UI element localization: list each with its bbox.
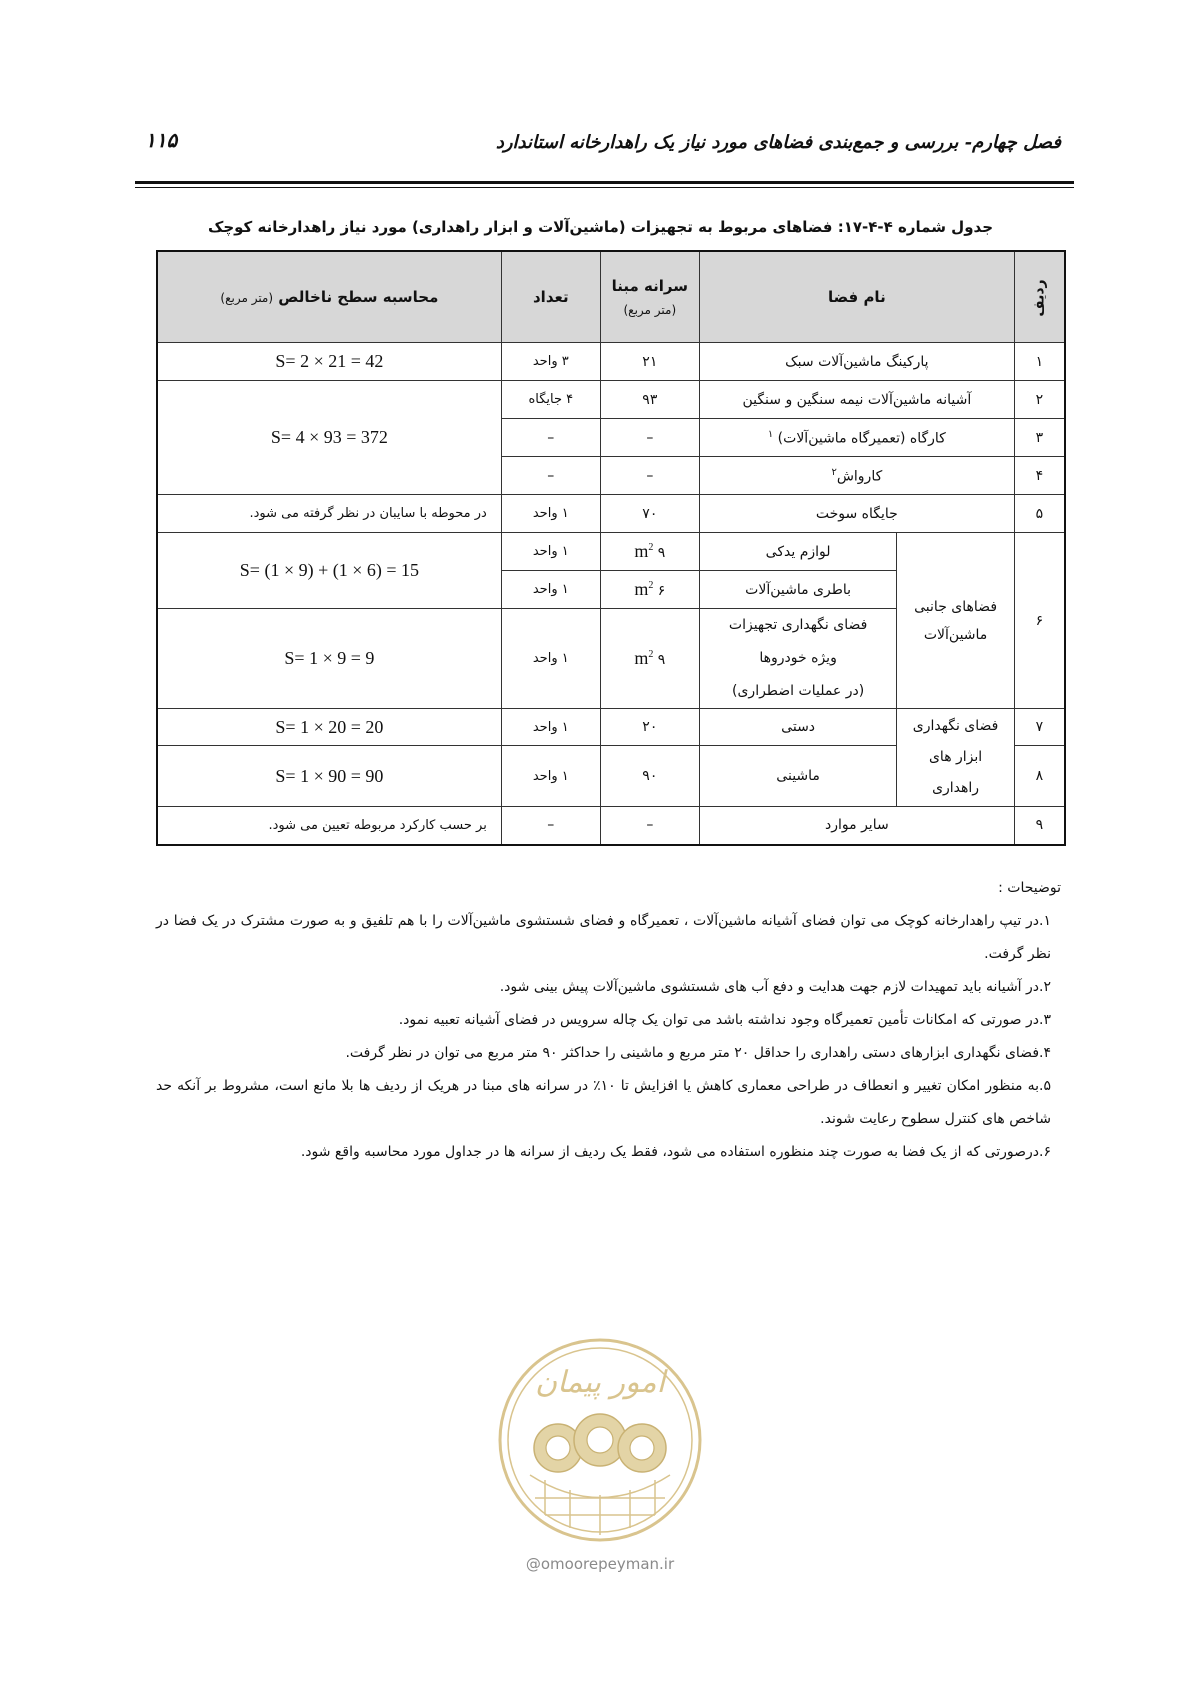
cell-space-name: فضای نگهداری تجهیزات ویژه خودروها (در عملیات اضطراری): [699, 609, 896, 709]
page-number: ۱۱۵: [145, 128, 178, 152]
header-space-name: نام فضا: [699, 251, 1014, 343]
cell-count: ۱ واحد: [501, 709, 600, 746]
header-gross-calc: محاسبه سطح ناخالص (متر مربع): [157, 251, 501, 343]
cell-row-no: ۹: [1014, 807, 1065, 845]
watermark-seal-icon: [490, 1330, 710, 1550]
cell-row-no: ۶: [1014, 533, 1065, 709]
cell-count: –: [501, 807, 600, 845]
footnote-ref: ۲: [831, 466, 837, 478]
cell-group-name: فضاهای جانبی ماشین‌آلات: [897, 533, 1014, 709]
note-item: ۱.در تیپ راهدارخانه کوچک می توان فضای آشیانه ماشین‌آلات ، تعمیرگاه و فضای شستشوی ماشین‌آلات را با هم تلفیق و به صورت مشترک در یک فضا در نظر گرفت.: [156, 913, 1051, 962]
cell-per-capita: ۶ $m^2$: [600, 571, 699, 609]
cell-gross-calc: S= 1 × 9 = 9: [157, 609, 501, 709]
header-rule-thick: [135, 181, 1074, 184]
cell-space-name: ماشینی: [699, 746, 896, 807]
page-header: [135, 128, 1061, 164]
cell-gross-calc: S= (1 × 9) + (1 × 6) = 15: [157, 533, 501, 609]
cell-row-no: ۵: [1014, 495, 1065, 533]
cell-count: ۱ واحد: [501, 495, 600, 533]
cell-row-no: ۱: [1014, 343, 1065, 381]
cell-space-name: دستی: [699, 709, 896, 746]
spaces-table: [156, 250, 1066, 846]
cell-per-capita: –: [600, 457, 699, 495]
cell-row-no: ۴: [1014, 457, 1065, 495]
cell-space-name: جایگاه سوخت: [699, 495, 1014, 533]
cell-gross-calc: S= 4 × 93 = 372: [157, 381, 501, 495]
cell-row-no: ۸: [1014, 746, 1065, 807]
table-row: [157, 381, 1065, 419]
cell-row-no: ۲: [1014, 381, 1065, 419]
note-item: ۵.به منظور امکان تغییر و انعطاف در طراحی معماری کاهش یا افزایش تا ۱۰٪ در سرانه های مبنا در هریک از ردیف ها بلا مانع است، مشروط بر آنکه حد شاخص های کنترل سطوح رعایت شوند.: [156, 1078, 1051, 1127]
cell-per-capita: ۲۱: [600, 343, 699, 381]
footnote-ref: ۱: [767, 428, 774, 440]
watermark-site: @omoorepeyman.ir: [525, 1555, 675, 1573]
note-item: ۴.فضای نگهداری ابزارهای دستی راهداری را حداقل ۲۰ متر مربع و ماشینی را حداکثر ۹۰ متر مربع می توان در نظر گرفت.: [345, 1045, 1051, 1061]
cell-space-name: باطری ماشین‌آلات: [699, 571, 896, 609]
cell-space-name: کارگاه (تعمیرگاه ماشین‌آلات) $^۱$: [699, 419, 1014, 457]
table-row: [157, 495, 1065, 533]
cell-space-name: سایر موارد: [699, 807, 1014, 845]
watermark-seal-text: امور پیمان: [535, 1365, 665, 1400]
cell-count: –: [501, 457, 600, 495]
cell-count: ۱ واحد: [501, 571, 600, 609]
cell-per-capita: ۹ $m^2$: [600, 533, 699, 571]
table-row: [157, 709, 1065, 746]
cell-per-capita: ۹ $m^2$: [600, 609, 699, 709]
cell-row-no: ۳: [1014, 419, 1065, 457]
header-gross-calc-unit: (متر مربع): [220, 291, 274, 305]
header-count: تعداد: [501, 251, 600, 343]
header-per-capita-unit: (متر مربع): [623, 303, 677, 317]
cell-per-capita: –: [600, 419, 699, 457]
table-row: [157, 807, 1065, 845]
cell-gross-calc: S= 1 × 20 = 20: [157, 709, 501, 746]
cell-count: ۱ واحد: [501, 533, 600, 571]
notes-section: [156, 872, 1061, 1169]
table-header-row: [157, 251, 1065, 343]
notes-title: توضیحات :: [998, 880, 1061, 896]
cell-count: ۴ جایگاه: [501, 381, 600, 419]
table-row: [157, 343, 1065, 381]
cell-per-capita: ۹۰: [600, 746, 699, 807]
note-item: ۳.در صورتی که امکانات تأمین تعمیرگاه وجود نداشته باشد می توان یک چاله سرویس در فضای آشیانه تعبیه نمود.: [398, 1012, 1051, 1028]
cell-group-name: فضای نگهداری ابزار های راهداری: [897, 709, 1014, 807]
cell-per-capita: ۹۳: [600, 381, 699, 419]
cell-gross-calc: S= 2 × 21 = 42: [157, 343, 501, 381]
cell-count: ۱ واحد: [501, 609, 600, 709]
cell-count: –: [501, 419, 600, 457]
header-rule-thin: [135, 187, 1074, 188]
chapter-title: فصل چهارم- بررسی و جمع‌بندی فضاهای مورد نیاز یک راهدارخانه استاندارد: [495, 132, 1061, 153]
cell-per-capita: ۲۰: [600, 709, 699, 746]
cell-space-name: کارواش$^۲$: [699, 457, 1014, 495]
cell-count: ۱ واحد: [501, 746, 600, 807]
table-row: [157, 533, 1065, 571]
cell-count: ۳ واحد: [501, 343, 600, 381]
note-item: ۲.در آشیانه باید تمهیدات لازم جهت هدایت و دفع آب های شستشوی ماشین‌آلات پیش بینی شود.: [499, 979, 1051, 995]
cell-gross-calc: در محوطه با سایبان در نظر گرفته می شود.: [157, 495, 501, 533]
cell-space-name: پارکینگ ماشین‌آلات سبک: [699, 343, 1014, 381]
cell-per-capita: –: [600, 807, 699, 845]
header-row-no: ردیف: [1014, 251, 1065, 343]
cell-space-name: آشیانه ماشین‌آلات نیمه سنگین و سنگین: [699, 381, 1014, 419]
note-item: ۶.درصورتی که از یک فضا به صورت چند منظوره استفاده می شود، فقط یک ردیف از سرانه ها در جداول مورد محاسبه واقع شود.: [300, 1144, 1051, 1160]
cell-per-capita: ۷۰: [600, 495, 699, 533]
cell-gross-calc: S= 1 × 90 = 90: [157, 746, 501, 807]
cell-row-no: ۷: [1014, 709, 1065, 746]
table-caption: جدول شماره ۴-۴-۱۷: فضاهای مربوط به تجهیزات (ماشین‌آلات و ابزار راهداری) مورد نیاز راهدارخانه کوچک: [207, 218, 994, 236]
cell-gross-calc: بر حسب کارکرد مربوطه تعیین می شود.: [157, 807, 501, 845]
cell-space-name: لوازم یدکی: [699, 533, 896, 571]
header-per-capita: سرانه مبنا (متر مربع): [600, 251, 699, 343]
